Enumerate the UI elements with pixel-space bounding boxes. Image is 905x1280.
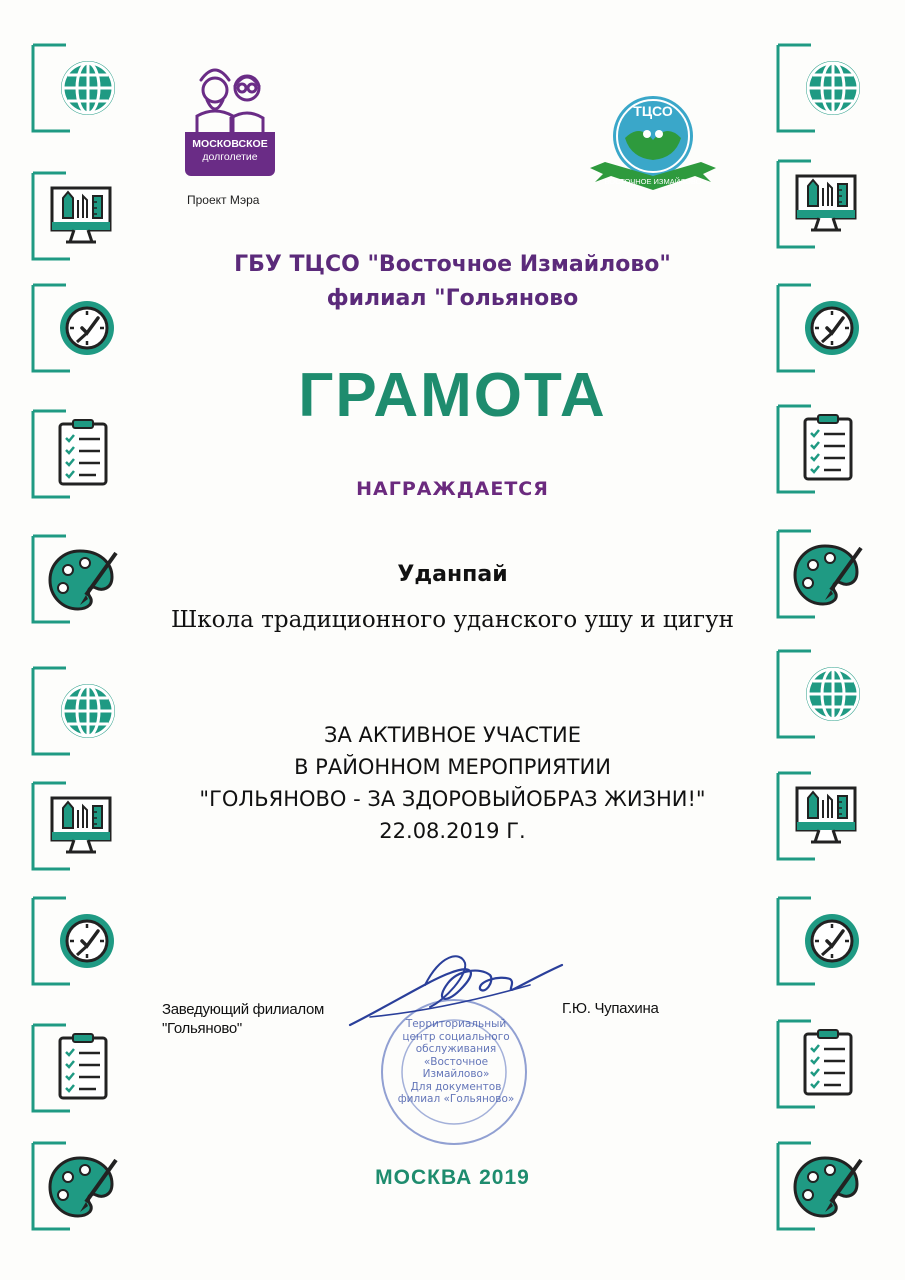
stamp-line5: Для документов xyxy=(410,1080,502,1093)
signatory-position-line2: "Гольяново" xyxy=(162,1020,242,1037)
logo-line1: МОСКОВСКОЕ xyxy=(192,138,268,150)
tcso-logo xyxy=(585,88,720,198)
checklist-icon xyxy=(775,1018,865,1110)
clock-icon xyxy=(775,895,865,987)
reason-line3: "ГОЛЬЯНОВО - ЗА ЗДОРОВЫЙОБРАЗ ЖИЗНИ!" xyxy=(199,787,706,811)
moscow-longevity-logo xyxy=(185,58,275,178)
elderly-couple-icon xyxy=(185,58,275,136)
signatory-name: Г.Ю. Чупахина xyxy=(562,1000,659,1017)
globe-icon xyxy=(775,42,865,134)
signatory-position xyxy=(162,1000,324,1038)
tcso-logo-top: ТЦСО xyxy=(633,103,673,119)
stamp-line3: обслуживания xyxy=(415,1043,497,1055)
monitor-icon xyxy=(775,158,865,250)
signatory-position-line1: Заведующий филиалом xyxy=(162,1001,325,1018)
stamp-line1: Территориальный xyxy=(405,1018,507,1030)
footer-city-year: МОСКВА 2019 xyxy=(375,1166,530,1189)
monitor-icon xyxy=(30,170,120,262)
recipient-name: Уданпай xyxy=(397,562,508,587)
tcso-logo-ribbon: ВОСТОЧНОЕ ИЗМАЙЛОВО xyxy=(604,177,702,186)
globe-icon xyxy=(30,42,120,134)
stamp-line2: центр социального xyxy=(402,1030,510,1043)
clock-icon xyxy=(30,895,120,987)
event-date: 22.08.2019 Г. xyxy=(379,819,526,843)
logo-line2: долголетие xyxy=(202,151,258,163)
project-caption: Проект Мэра xyxy=(187,193,260,207)
reason-line1: ЗА АКТИВНОЕ УЧАСТИЕ xyxy=(323,723,581,747)
handwritten-signature xyxy=(330,945,580,1035)
checklist-icon xyxy=(30,1022,120,1114)
recipient-description: Школа традиционного уданского ушу и цигун xyxy=(171,607,734,633)
reason-line2: В РАЙОННОМ МЕРОПРИЯТИИ xyxy=(294,755,611,779)
stamp-line4: «Восточное Измайлово» xyxy=(422,1055,490,1080)
organization-line1: ГБУ ТЦСО "Восточное Измайлово" xyxy=(234,252,671,277)
organization-line2: филиал "Гольяново xyxy=(326,286,579,311)
awarded-label: НАГРАЖДАЕТСЯ xyxy=(356,478,549,500)
stamp-line6: филиал «Гольяново» xyxy=(397,1093,515,1105)
monitor-icon xyxy=(775,770,865,862)
certificate-title: ГРАМОТА xyxy=(298,361,607,430)
